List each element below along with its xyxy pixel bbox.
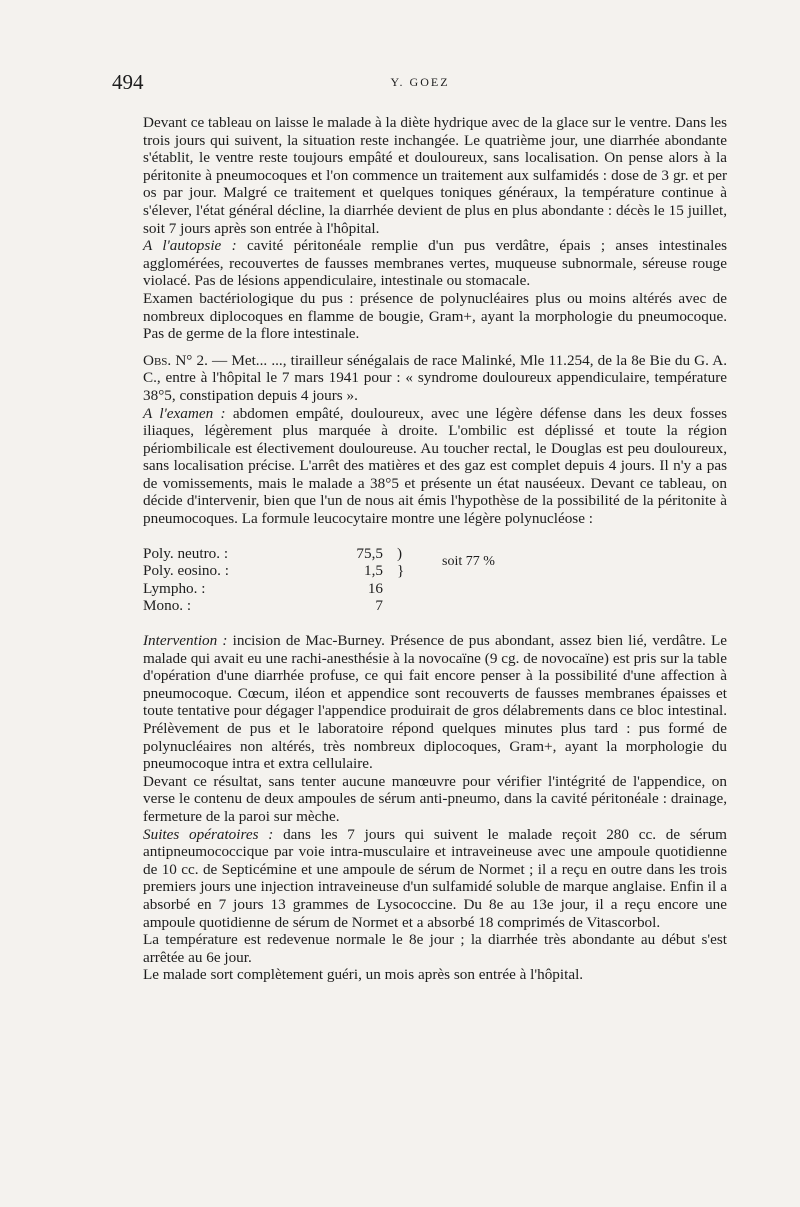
- page-header: [112, 70, 728, 92]
- paragraph-discharge: Le malade sort complètement guéri, un mois après son entrée à l'hôpital.: [143, 966, 584, 984]
- intervention-label: Intervention :: [143, 632, 228, 650]
- postoperative-label: Suites opératoires :: [143, 825, 274, 843]
- paragraph-result: Devant ce résultat, sans tenter aucune manœuvre pour vérifier l'intégrité de l'appendice, on verse le contenu de deux ampoules de sérum anti-pneumo, dans la cavité péritonéale : drainage, fermeture de la paroi sur mèche.: [143, 772, 727, 825]
- observation-label: Obs. N° 2.: [143, 351, 208, 369]
- running-head: Y. GOEZ: [390, 75, 450, 89]
- formula-value: 75,5: [356, 544, 383, 562]
- paragraph-bacteriology: Examen bactériologique du pus : présence de polynucléaires plus ou moins altérés avec de nombreux diplocoques en flamme de bougie, Gram+, ayant la morphologie du pneumocoque. Pas de germe de la flore intestinale.: [143, 289, 727, 343]
- paragraph-temperature: La température est redevenue normale le 8e jour ; la diarrhée très abondante au début s'est arrêtée au 6e jour.: [143, 931, 727, 966]
- paragraph-1: Devant ce tableau on laisse le malade à la diète hydrique avec de la glace sur le ventre. Dans les trois jours qui suivent, la situation reste inchangée. Le quatrième jour, une diarrhée abondante s'établit, le ventre reste toujours empâté et douloureux, sans localisation. On pense alors à la péritonite à pneumocoques et l'on commence un traitement aux sulfamidés : dose de 3 gr. et per os par jour. Malgré ce traitement et quelques toniques généraux, la température continue à s'élever, l'état général décline, la diarrhée devient de plus en plus abondante : décès le 15 juillet, soit 7 jours après son entrée à l'hôpital.: [143, 114, 727, 237]
- formula-brace: [383, 580, 442, 598]
- paragraph-intervention: [143, 632, 727, 773]
- examination-label: A l'examen :: [143, 404, 226, 422]
- paragraph-autopsy: [143, 237, 727, 290]
- formula-brace: ): [397, 544, 403, 562]
- article-body: [143, 114, 727, 984]
- formula-label: Poly. eosino. :: [143, 562, 229, 580]
- postoperative-text: dans les 7 jours qui suivent le malade reçoit 280 cc. de sérum antipneumococcique par voie intra-musculaire et intraveineuse avec une ampoule quotidienne de 10 cc. de Septicémine et une ampoule de sérum de Normet ; il a reçu en outre dans les trois premiers jours une injection intraveineuse d'un sulfamidé soluble de marque anglaise. Enfin il a absorbé en 7 jours 13 grammes de Lysococcine. Du 8e au 13e jour, il a reçu encore une ampoule quotidienne de sérum de Normet et a absorbé 18 comprimés de Vitascorbol.: [143, 825, 727, 931]
- intervention-text: incision de Mac-Burney. Présence de pus abondant, assez bien lié, verdâtre. Le malade qui avait eu une rachi-anesthésie à la novocaïne (9 cg. de novocaïne) est pris sur la table d'opération d'une diarrhée profuse, ce qui fait encore penser à la possibilité d'une affection à pneumocoque. Cœcum, iléon et appendice sont recouverts de fausses membranes épaisses et toute tentative pour dégager l'appendice produirait de gros délabrements dans ce bloc intestinal. Prélèvement de pus et le laboratoire répond quelques minutes plus tard : pus formé de polynucléaires non altérés, très nombreux diplocoques, Gram+, ayant la morphologie du pneumocoque intra et extra cellulaire.: [143, 632, 727, 773]
- formula-row: [143, 597, 495, 615]
- formula-value: 1,5: [364, 562, 383, 580]
- leukocyte-formula: [143, 545, 495, 615]
- formula-brace: }: [397, 562, 405, 580]
- formula-row: [143, 545, 495, 563]
- formula-row: [143, 580, 495, 598]
- formula-label: Lympho. :: [143, 579, 206, 597]
- autopsy-label: A l'autopsie :: [143, 237, 237, 255]
- formula-value: 7: [375, 597, 383, 615]
- examination-text: abdomen empâté, douloureux, avec une légère défense dans les deux fosses iliaques, légèrement plus marquée à droite. L'ombilic est déplissé et toute la région périombilicale est électivement douloureuse. Au toucher rectal, le Douglas est peu douloureux, sans localisation précise. L'arrêt des matières et des gaz est complet depuis 4 jours. Il n'y a pas de vomissements, mais le malade a 38°5 et présente un état nauséeux. Devant ce tableau, on décide d'intervenir, bien que l'un de nous ait émis l'hypothèse de la possibilité de la péritonite à pneumocoques. La formule leucocytaire montre une légère polynucléose :: [143, 404, 727, 528]
- formula-label: Poly. neutro. :: [143, 544, 229, 562]
- observation-text: — Met... ..., tirailleur sénégalais de race Malinké, Mle 11.254, de la 8e Bie du G. A. C., entre à l'hôpital le 7 mars 1941 pour : « syndrome douloureux appendiculaire, température 38°5, constipation depuis 4 jours ».: [143, 351, 727, 404]
- formula-brace: [383, 597, 442, 615]
- autopsy-text: cavité péritonéale remplie d'un pus verdâtre, épais ; anses intestinales agglomérées, recouvertes de fausses membranes vertes, muqueuse subnormale, séreuse rouge violacé. Pas de lésions appendiculaire, intestinale ou stomacale.: [143, 237, 727, 290]
- formula-value: 16: [367, 579, 383, 597]
- paragraph-examination: [143, 405, 727, 528]
- formula-total: soit 77 %: [442, 554, 495, 570]
- page-number: 494: [112, 70, 144, 94]
- paragraph-postoperative: [143, 826, 727, 932]
- paragraph-observation-2: [143, 352, 727, 405]
- formula-label: Mono. :: [143, 597, 192, 615]
